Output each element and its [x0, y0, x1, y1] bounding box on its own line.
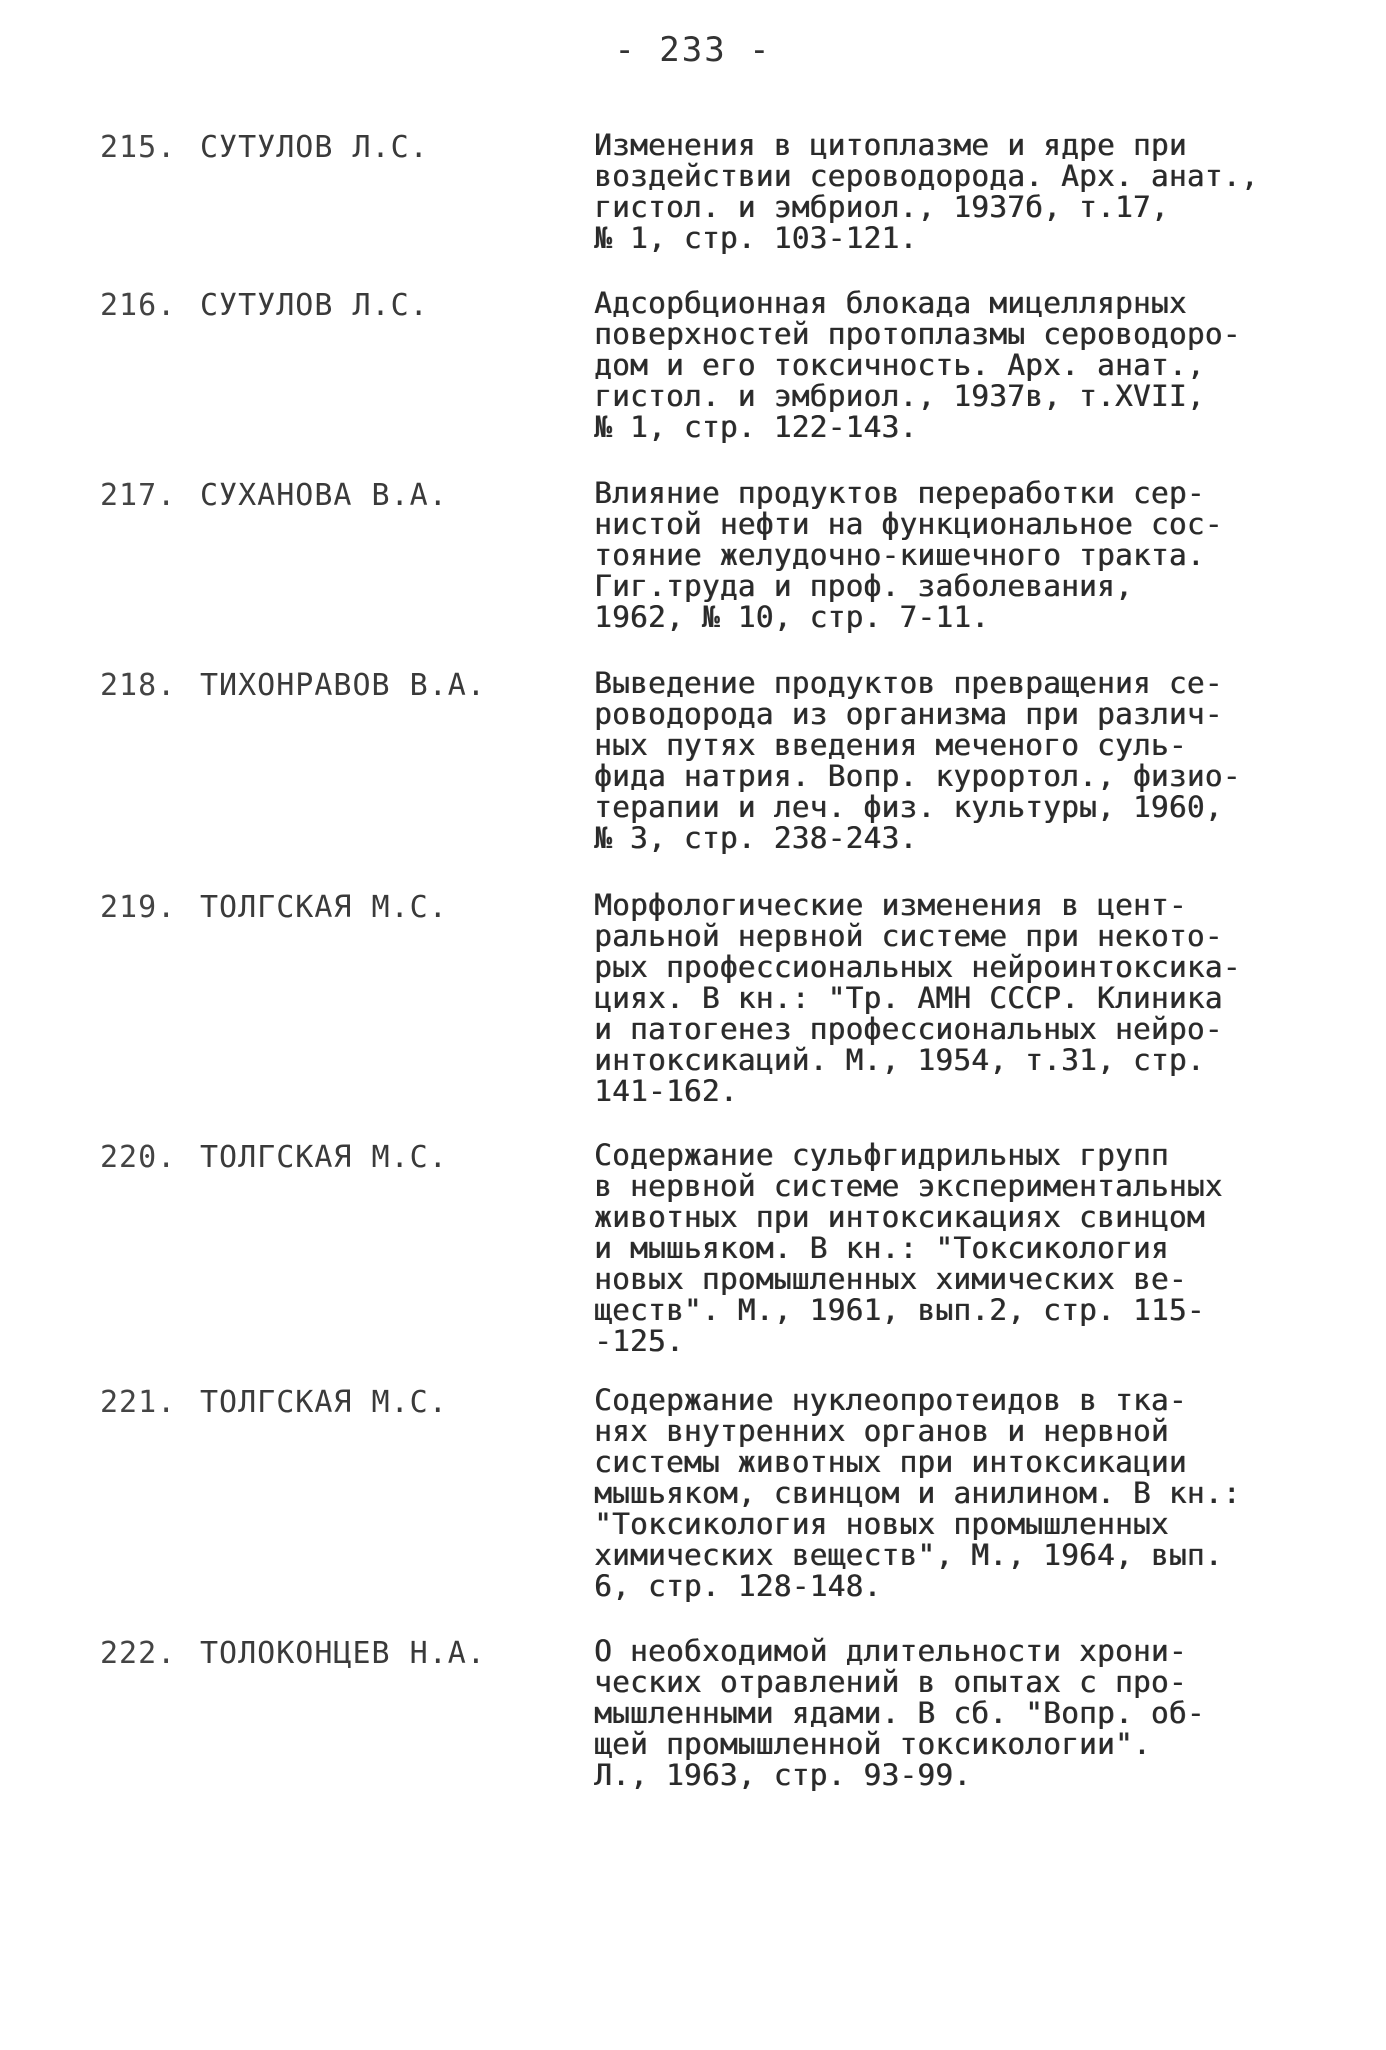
entry-reference: Адсорбционная блокада мицеллярных поверхностей протоплазмы сероводоро- дом и его токсичность. Арх. анат., гистол. и эмбриол., 1937в, т.XVII, № 1, стр. 122-143.: [594, 286, 1241, 444]
entry-reference: Морфологические изменения в цент- ральной нервной системе при некото- рых профессиональных нейроинтоксика- циях. В кн.: "Тр. АМН СССР. Клиника и патогенез профессиональных нейро- интоксикаций. М., 1954, т.31, стр. 141-162.: [594, 888, 1241, 1108]
entry-author: СУХАНОВА В.А.: [200, 478, 448, 513]
entry-reference: Содержание сульфгидрильных групп в нервной системе экспериментальных животных при интоксикациях свинцом и мышьяком. В кн.: "Токсикология новых промышленных химических ве- ществ". М., 1961, вып.2, стр. 115- -125.: [594, 1138, 1223, 1358]
entry-author: ТОЛОКОНЦЕВ Н.А.: [200, 1636, 486, 1671]
entry-reference: Выведение продуктов превращения се- роводорода из организма при различ- ных путях введения меченого суль- фида натрия. Вопр. курортол., физио- терапии и леч. физ. культуры, 1960, № 3, стр. 238-243.: [594, 666, 1241, 855]
entry-number: 220.: [100, 1140, 177, 1175]
entry-number: 222.: [100, 1636, 177, 1671]
entry-reference: Изменения в цитоплазме и ядре при воздействии сероводорода. Арх. анат., гистол. и эмбриол., 1937б, т.17, № 1, стр. 103-121.: [594, 128, 1259, 255]
entry-reference: Влияние продуктов переработки сер- нистой нефти на функциональное сос- тояние желудочно-кишечного тракта. Гиг.труда и проф. заболевания, 1962, № 10, стр. 7-11.: [594, 476, 1223, 634]
entry-author: ТОЛГСКАЯ М.С.: [200, 1385, 448, 1420]
page-number: - 233 -: [614, 30, 772, 70]
entry-number: 219.: [100, 890, 177, 925]
entry-number: 221.: [100, 1385, 177, 1420]
entry-number: 215.: [100, 130, 177, 165]
entry-author: ТОЛГСКАЯ М.С.: [200, 890, 448, 925]
entry-author: СУТУЛОВ Л.С.: [200, 130, 429, 165]
entry-number: 218.: [100, 668, 177, 703]
entry-number: 216.: [100, 288, 177, 323]
entry-author: ТОЛГСКАЯ М.С.: [200, 1140, 448, 1175]
entry-author: ТИХОНРАВОВ В.А.: [200, 668, 486, 703]
entry-reference: Содержание нуклеопротеидов в тка- нях внутренних органов и нервной системы животных при интоксикации мышьяком, свинцом и анилином. В кн.: "Токсикология новых промышленных химических веществ", М., 1964, вып. 6, стр. 128-148.: [594, 1383, 1241, 1603]
entry-author: СУТУЛОВ Л.С.: [200, 288, 429, 323]
entry-number: 217.: [100, 478, 177, 513]
entry-reference: О необходимой длительности хрони- ческих отравлений в опытах с про- мышленными ядами. В сб. "Вопр. об- щей промышленной токсикологии". Л., 1963, стр. 93-99.: [594, 1634, 1205, 1792]
